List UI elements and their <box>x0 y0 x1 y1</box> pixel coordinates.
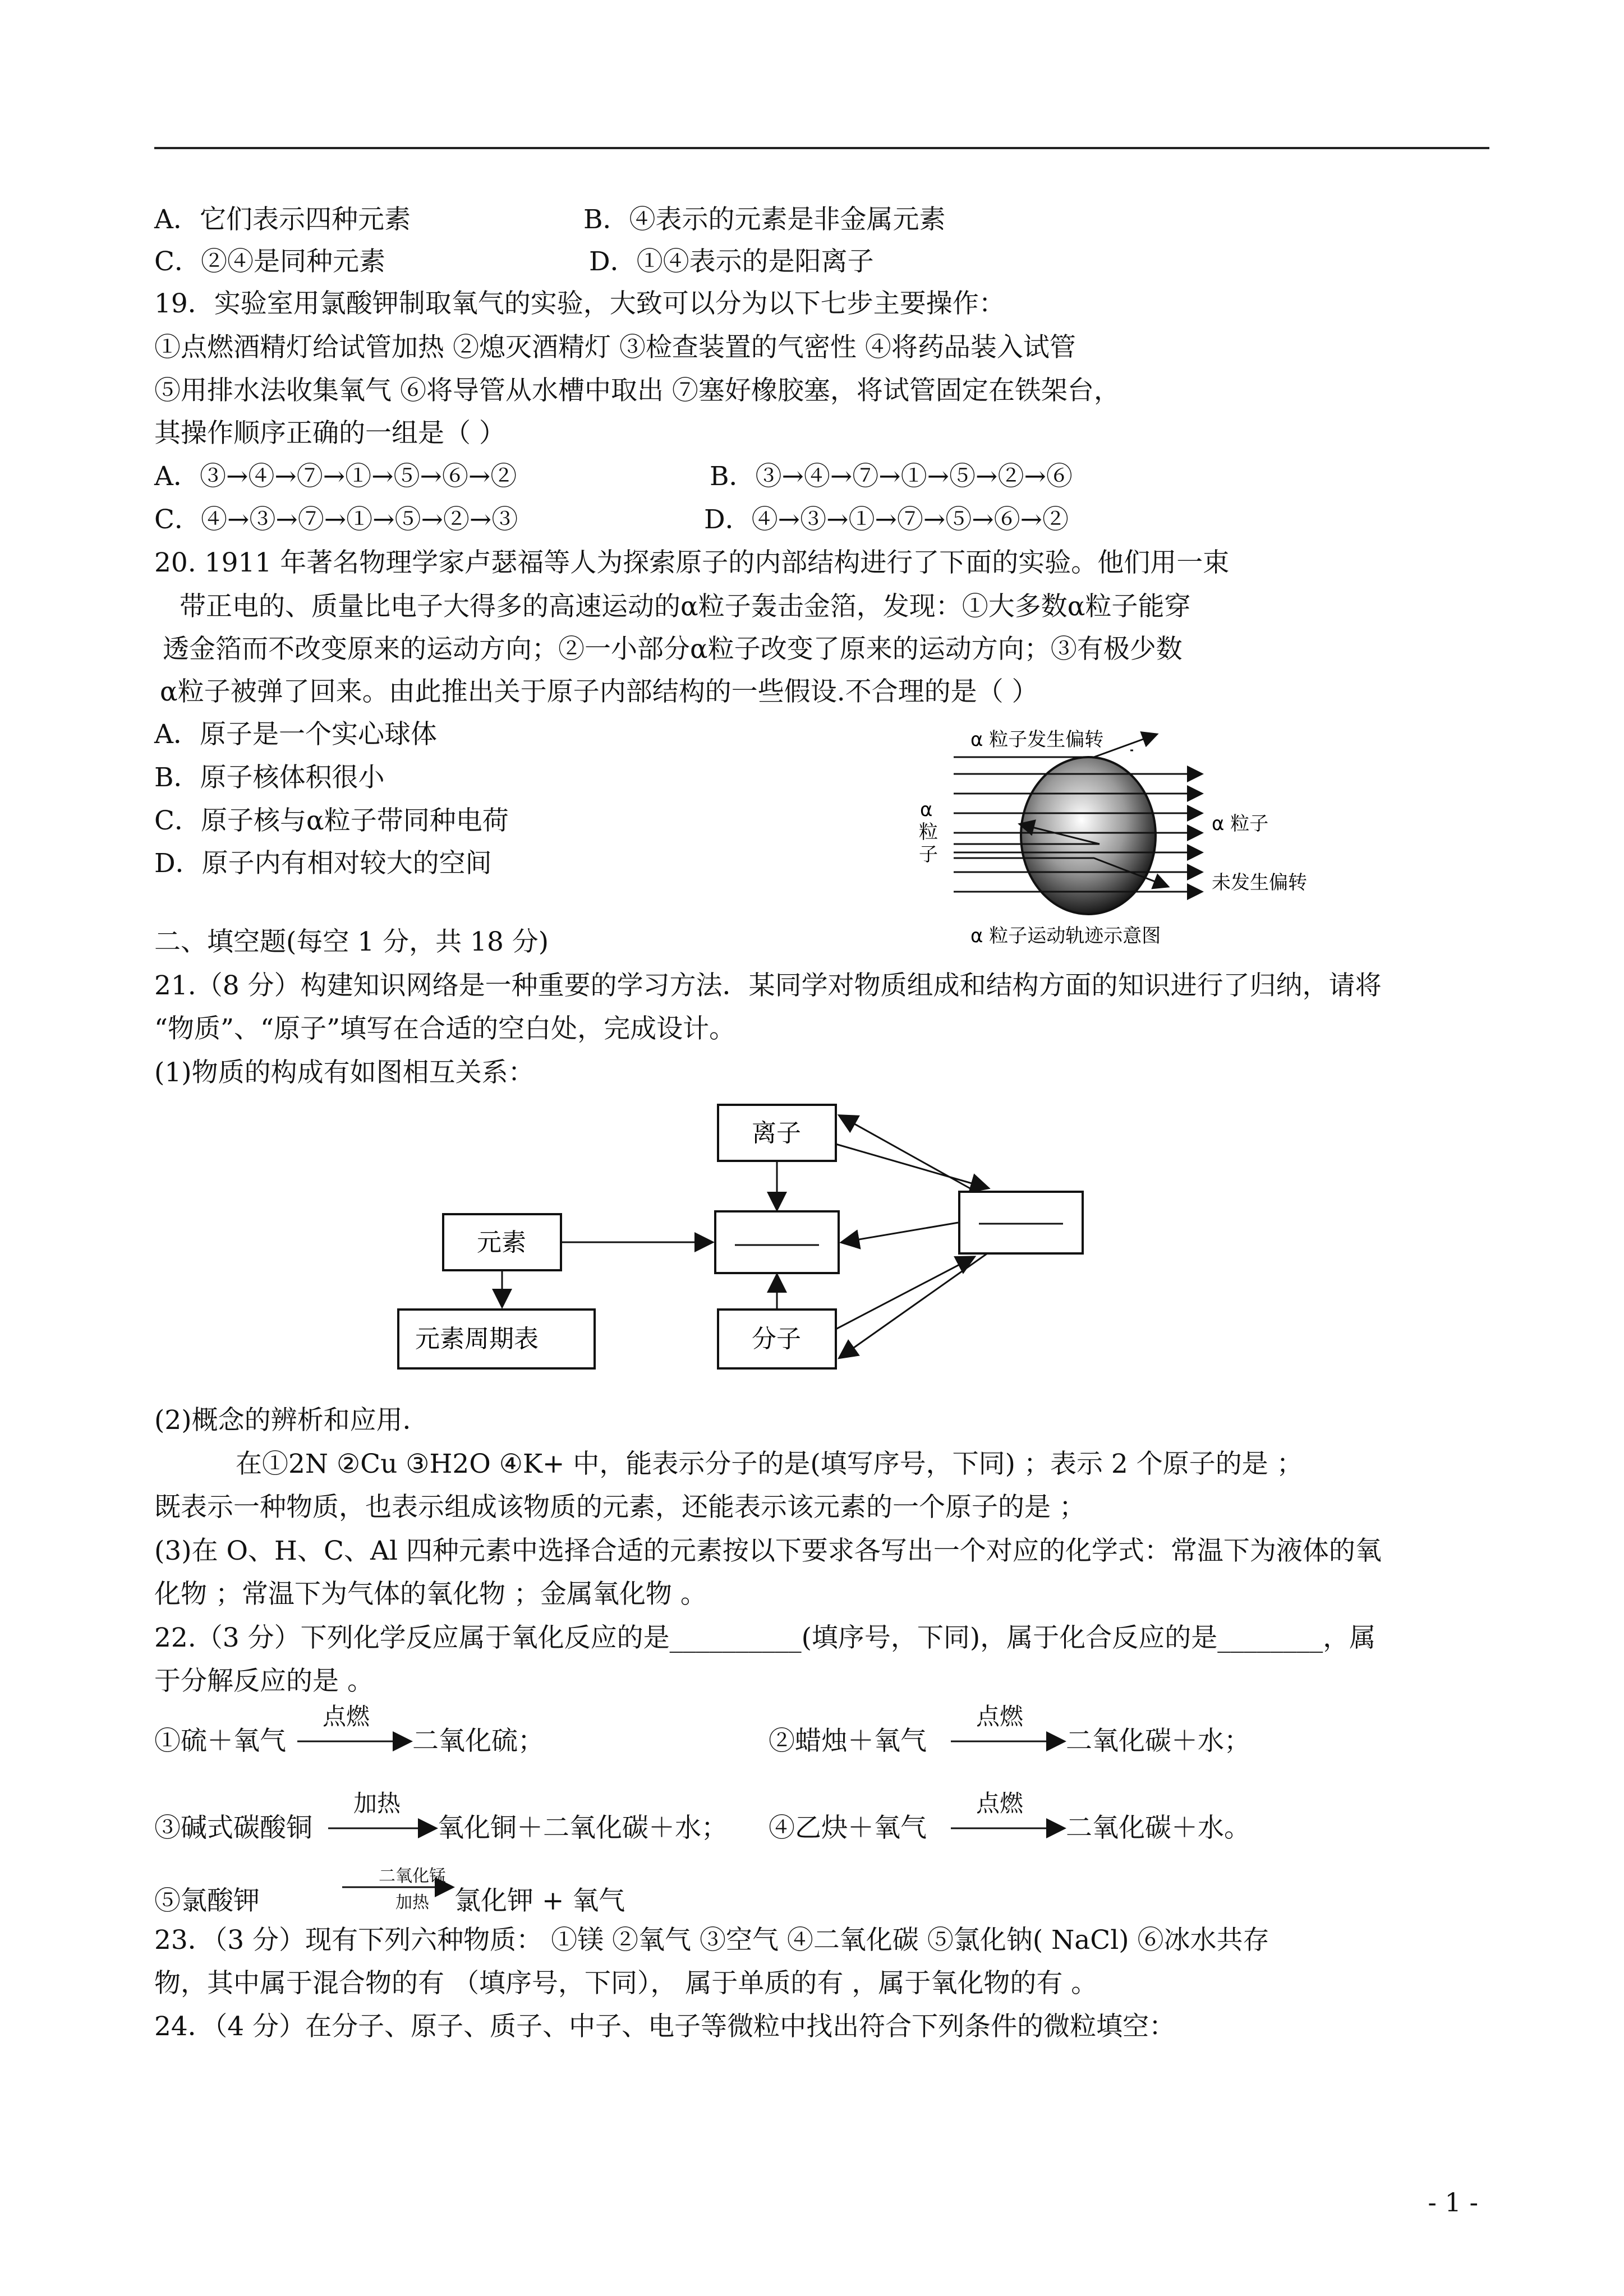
reaction-1-reactants: ①硫＋氧气 <box>154 1726 286 1756</box>
diagram-element-label: 元素 <box>477 1228 526 1257</box>
reaction-4-condition: 点燃 <box>976 1790 1024 1817</box>
reaction-1-products: 二氧化硫； <box>412 1726 544 1756</box>
q20-option-b: B．原子核体积很小 <box>154 762 385 793</box>
q20-line-1: 20. 1911 年著名物理学家卢瑟福等人为探索原子的内部结构进行了下面的实验。他们用一束 <box>154 547 1230 578</box>
q21-part-2-line-a: 在①2N ②Cu ③H2O ④K+ 中，能表示分子的是(填写序号，下同) ；表示 2 个原子的是 ； <box>236 1449 1303 1479</box>
diagram-ion-label: 离子 <box>752 1119 801 1147</box>
q19-option-c: C．④→③→⑦→①→⑤→②→③ <box>154 504 518 535</box>
alpha-figure-top-label: α 粒子发生偏转 <box>970 729 1104 751</box>
q21-part-3-line-b: 化物 ；常温下为气体的氧化物 ；金属氧化物 。 <box>154 1579 707 1610</box>
q20-option-d: D．原子内有相对较大的空间 <box>154 848 492 879</box>
q19-option-a: A．③→④→⑦→①→⑤→⑥→② <box>154 461 517 492</box>
q21-line-2: “物质”、“原子”填写在合适的空白处，完成设计。 <box>154 1013 736 1044</box>
q20-line-2: 带正电的、质量比电子大得多的高速运动的α粒子轰击金箔，发现：①大多数α粒子能穿 <box>180 591 1191 622</box>
reaction-3-products: 氧化铜＋二氧化碳＋水； <box>438 1813 728 1843</box>
q18-option-a: A．它们表示四种元素 <box>154 204 411 235</box>
reaction-5-products: 氯化钾 + 氧气 <box>454 1885 625 1916</box>
q22-reactions <box>154 1699 1489 1924</box>
q19-ask: 其操作顺序正确的一组是（ ） <box>154 418 505 449</box>
q21-part-2: (2)概念的辨析和应用． <box>154 1405 429 1436</box>
q19-option-b: B．③→④→⑦→①→⑤→②→⑥ <box>710 461 1073 492</box>
reaction-5-condition: 加热 <box>395 1893 429 1912</box>
reaction-2-products: 二氧化碳＋水； <box>1066 1726 1250 1756</box>
q21-part-1: (1)物质的构成有如图相互关系： <box>154 1057 535 1088</box>
box-blank-right <box>959 1192 1083 1253</box>
q19-stem: 19．实验室用氯酸钾制取氧气的实验，大致可以分为以下七步主要操作： <box>154 288 1005 319</box>
page-number: - 1 - <box>1428 2187 1478 2217</box>
matter-structure-diagram <box>393 1094 1099 1396</box>
reaction-1-condition: 点燃 <box>323 1703 370 1730</box>
q24-line-1: 24．（4 分）在分子、原子、质子、中子、电子等微粒中找出符合下列条件的微粒填空： <box>154 2011 1176 2042</box>
header-rule <box>154 147 1489 149</box>
alpha-figure-caption: α 粒子运动轨迹示意图 <box>970 925 1161 947</box>
alpha-scattering-figure <box>909 718 1335 953</box>
reaction-2-reactants: ②蜡烛＋氧气 <box>769 1726 927 1756</box>
reaction-3-condition: 加热 <box>353 1790 401 1817</box>
gold-atom <box>1021 757 1156 914</box>
alpha-figure-right-label: α 粒子 <box>1212 813 1269 835</box>
q23-line-2: 物，其中属于混合物的有 （填序号，下同）， 属于单质的有 ，属于氧化物的有 。 <box>154 1968 1098 1999</box>
q20-line-4: α粒子被弹了回来。由此推出关于原子内部结构的一些假设.不合理的是（ ） <box>160 676 1038 707</box>
q19-option-d: D．④→③→①→⑦→⑤→⑥→② <box>704 504 1069 535</box>
alpha-figure-left-label-2: 粒 <box>919 821 938 843</box>
q19-operations-1: ①点燃酒精灯给试管加热 ②熄灭酒精灯 ③检查装置的气密性 ④将药品装入试管 <box>154 332 1076 363</box>
q21-line-1: 21.（8 分）构建知识网络是一种重要的学习方法．某同学对物质组成和结构方面的知识进行了归纳，请将 <box>154 970 1382 1001</box>
q18-option-c: C．②④是同种元素 <box>154 246 385 277</box>
reaction-4-reactants: ④乙炔＋氧气 <box>769 1813 927 1843</box>
reaction-5-catalyst: 二氧化锰 <box>379 1866 446 1886</box>
q21-part-3-line-a: (3)在 O、H、C、Al 四种元素中选择合适的元素按以下要求各写出一个对应的化学式：常温下为液体的氧 <box>154 1536 1382 1566</box>
reaction-5-reactants: ⑤氯酸钾 <box>154 1885 260 1916</box>
alpha-figure-right-label-2: 未发生偏转 <box>1212 872 1307 894</box>
section-2-title: 二、填空题(每空 1 分，共 18 分) <box>154 926 549 957</box>
q23-line-1: 23．（3 分）现有下列六种物质： ①镁 ②氧气 ③空气 ④二氧化碳 ⑤氯化钠( NaCl) ⑥冰水共存 <box>154 1925 1269 1956</box>
q20-option-c: C．原子核与α粒子带同种电荷 <box>154 805 509 836</box>
reaction-2-condition: 点燃 <box>976 1703 1024 1730</box>
q20-line-3: 透金箔而不改变原来的运动方向；②一小部分α粒子改变了原来的运动方向；③有极少数 <box>163 634 1183 665</box>
diagram-molecule-label: 分子 <box>752 1325 801 1353</box>
q22-line-2: 于分解反应的是 。 <box>154 1666 374 1696</box>
q18-option-b: B．④表示的元素是非金属元素 <box>583 204 946 235</box>
diagram-periodic-label: 元素周期表 <box>415 1325 539 1353</box>
q19-operations-2: ⑤用排水法收集氧气 ⑥将导管从水槽中取出 ⑦塞好橡胶塞，将试管固定在铁架台， <box>154 375 1120 406</box>
alpha-figure-left-label-1: α <box>920 799 933 821</box>
reaction-4-products: 二氧化碳＋水。 <box>1066 1813 1250 1843</box>
box-blank-center <box>715 1211 839 1273</box>
q22-line-1: 22.（3 分）下列化学反应属于氧化反应的是__________(填序号，下同)，属于化合反应的是________，属 <box>154 1622 1376 1653</box>
q21-part-2-line-b: 既表示一种物质，也表示组成该物质的元素，还能表示该元素的一个原子的是 ； <box>154 1492 1085 1523</box>
alpha-figure-left-label-3: 子 <box>919 843 938 866</box>
reaction-3-reactants: ③碱式碳酸铜 <box>154 1813 312 1843</box>
q20-option-a: A．原子是一个实心球体 <box>154 719 437 750</box>
q18-option-d: D．①④表示的是阳离子 <box>589 246 874 277</box>
